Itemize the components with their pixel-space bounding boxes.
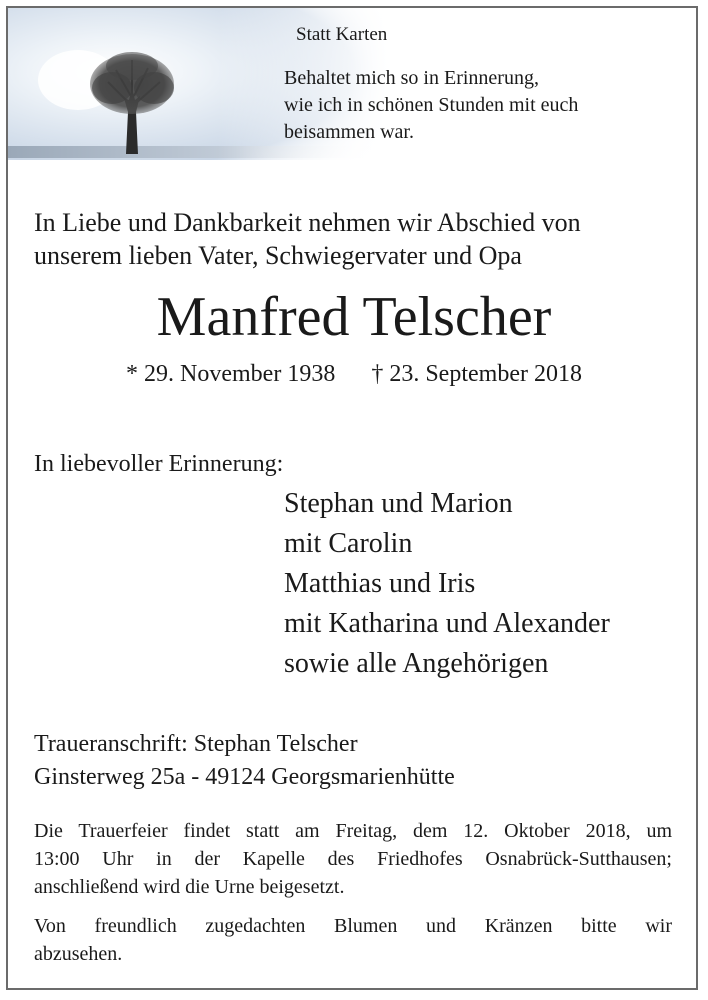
ceremony-info <box>34 817 672 901</box>
intro-line: unserem lieben Vater, Schwiegervater und Opa <box>34 241 522 270</box>
life-dates <box>0 358 708 390</box>
address-line: Traueranschrift: Stephan Telscher <box>34 731 358 757</box>
quote-line: beisammen war. <box>284 121 414 143</box>
flowers-line: abzusehen. <box>34 943 123 965</box>
intro-line: In Liebe und Dankbarkeit nehmen wir Abschied von <box>34 208 581 237</box>
birth-date: * 29. November 1938 <box>126 361 336 387</box>
deceased-name: Manfred Telscher <box>156 286 552 348</box>
ceremony-line: anschließend wird die Urne beigesetzt. <box>34 876 345 898</box>
address-line: Ginsterweg 25a - 49124 Georgsmarienhütte <box>34 764 455 790</box>
mourner-line: mit Katharina und Alexander <box>284 608 610 639</box>
flowers-line: Von freundlich zugedachten Blumen und Kränzen bitte wir <box>34 915 672 937</box>
quote-line: Behaltet mich so in Erinnerung, <box>284 67 539 89</box>
ceremony-line: Die Trauerfeier findet statt am Freitag, dem 12. Oktober 2018, um <box>34 820 672 842</box>
quote <box>284 65 578 146</box>
statt-karten-label: Statt Karten <box>296 24 388 45</box>
mourners-list <box>284 484 610 684</box>
ceremony-line: 13:00 Uhr in der Kapelle des Friedhofes Osnabrück-Sutthausen; <box>34 848 672 870</box>
mourning-address <box>34 728 455 794</box>
mourner-line: Matthias und Iris <box>284 568 476 599</box>
flowers-note <box>34 912 672 968</box>
intro-text <box>34 206 674 272</box>
quote-line: wie ich in schönen Stunden mit euch <box>284 94 579 116</box>
memory-label: In liebevoller Erinnerung: <box>34 451 284 477</box>
death-date: † 23. September 2018 <box>371 361 582 387</box>
mourner-line: Stephan und Marion <box>284 488 513 519</box>
mourner-line: sowie alle Angehörigen <box>284 648 549 679</box>
mourner-line: mit Carolin <box>284 528 413 559</box>
